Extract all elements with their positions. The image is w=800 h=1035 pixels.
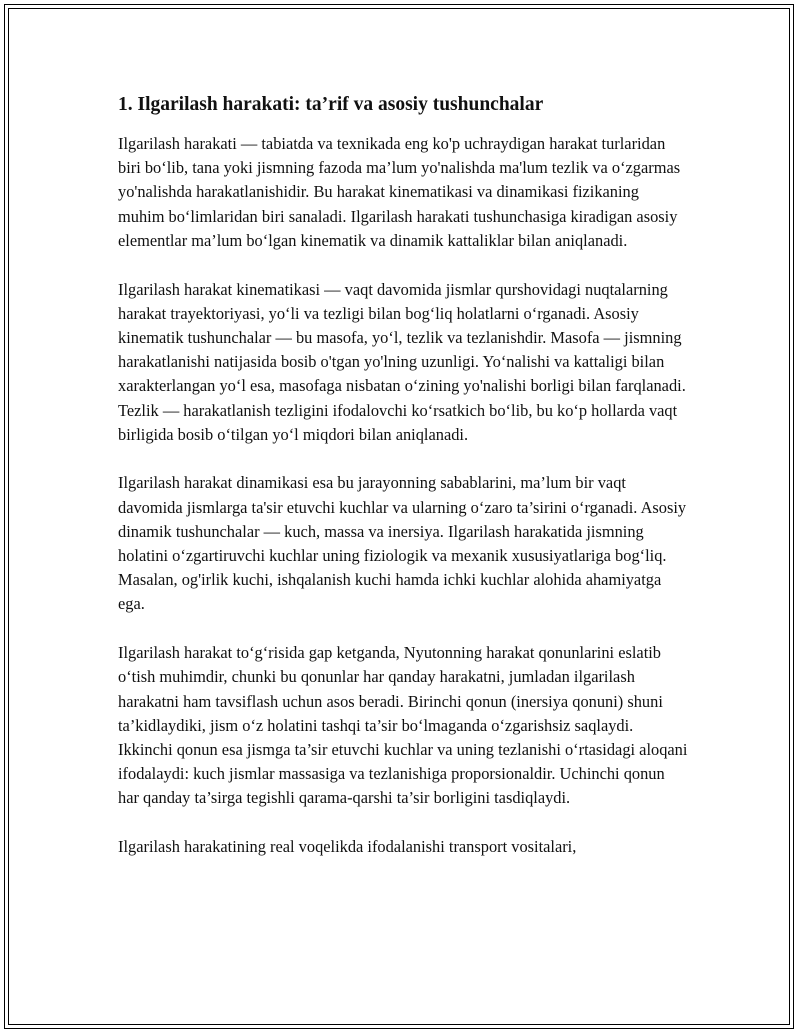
paragraph-newton-laws: Ilgarilash harakat to‘g‘risida gap ketganda, Nyutonning harakat qonunlarini eslatib o‘tish muhimdir, chunki bu qonunlar har qanday harakatni, jumladan ilgarilash harakatni ham tavsiflash uchun asos beradi. Birinchi qonun (inersiya qonuni) shuni ta’kidlaydiki, jism o‘z holatini tashqi ta’sir bo‘lmaganda o‘zgarishsiz saqlaydi. Ikkinchi qonun esa jismga ta’sir etuvchi kuchlar va uning tezlanishi o‘rtasidagi aloqani ifodalaydi: kuch jismlar massasiga va tezlanishiga proporsionaldir. Uchinchi qonun har qanday ta’sirga tegishli qarama-qarshi ta’sir borligini tasdiqlaydi. [118,643,688,808]
section-heading: 1. Ilgarilash harakati: ta’rif va asosiy tushunchalar [118,94,544,115]
paragraph-definition: Ilgarilash harakati — tabiatda va texnikada eng ko'p uchraydigan harakat turlaridan biri bo‘lib, tana yoki jismning fazoda ma’lum yo'nalishda ma'lum tezlik va o‘zgarmas yo'nalishda harakatlanishidir. Bu harakat kinematikasi va dinamikasi fizikaning muhim bo‘limlaridan biri sanaladi. Ilgarilash harakati tushunchasiga kiradigan asosiy elementlar ma’lum bo‘lgan kinematik va dinamik kattaliklar bilan aniqlanadi. [118,134,681,250]
document-body [118,90,688,884]
paragraph-kinematics: Ilgarilash harakat kinematikasi — vaqt davomida jismlar qurshovidagi nuqtalarning harakat trayektoriyasi, yo‘li va tezligi bilan bog‘liq holatlarni o‘rganadi. Asosiy kinematik tushunchalar — bu masofa, yo‘l, tezlik va tezlanishdir. Masofa — jismning harakatlanishi natijasida bosib o'tgan yo'lning uzunligi. Yo‘nalishi va kattaligi bilan xarakterlangan yo‘l esa, masofaga nisbatan o‘zining yo'nalishi borligi bilan farqlanadi. Tezlik — harakatlanish tezligini ifodalovchi ko‘rsatkich bo‘lib, bu ko‘p hollarda vaqt birligida bosib o‘tilgan yo‘l miqdori bilan aniqlanadi. [118,279,686,444]
paragraph-dynamics: Ilgarilash harakat dinamikasi esa bu jarayonning sabablarini, ma’lum bir vaqt davomida jismlarga ta'sir etuvchi kuchlar va ularning o‘zaro ta’sirini o‘rganadi. Asosiy dinamik tushunchalar — kuch, massa va inersiya. Ilgarilash harakatida jismning holatini o‘zgartiruvchi kuchlar uning fiziologik va mexanik xususiyatlariga bog‘liq. Masalan, og'irlik kuchi, ishqalanish kuchi hamda ichki kuchlar alohida ahamiyatga ega. [118,473,687,614]
paragraph-real-world: Ilgarilash harakatining real voqelikda ifodalanishi transport vositalari, [118,837,577,857]
